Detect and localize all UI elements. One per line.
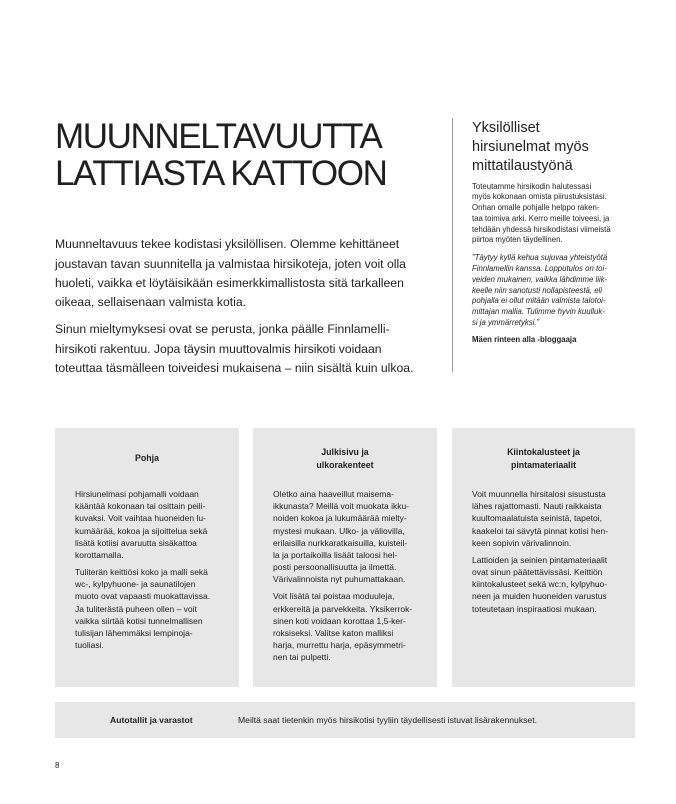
- sidebar-heading: Yksilölliset hirsiunelmat myös mittatilaustyönä: [472, 120, 589, 174]
- panel-heading: [253, 445, 437, 472]
- panel-body: [75, 488, 210, 651]
- panel-heading-text: Pohja: [135, 453, 159, 463]
- panel-paragraph: Hirsiunelmasi pohjamalli voidaan kääntää kokonaan tai osittain peili- kuvaksi. Voit vaihtaa huoneiden lu- kumäärää, kokoa ja sijoittelua sekä lisätä kotiisi avaruutta sisäkattoa korottamalla.: [75, 489, 208, 561]
- sidebar-divider: [452, 118, 453, 372]
- footer-bar-label: Autotallit ja varastot: [110, 715, 193, 725]
- sidebar-attribution: Mäen rinteen alla -bloggaaja: [472, 335, 577, 345]
- option-panel-kiintokalusteet: [452, 428, 635, 687]
- footer-bar: [55, 702, 635, 738]
- panel-body: [472, 488, 608, 615]
- footer-bar-text: Meiltä saat tietenkin myös hirsikotisi tyyliin täydellisesti istuvat lisärakennukset.: [238, 715, 537, 725]
- page-title: MUUNNELTAVUUTTA LATTIASTA KATTOON: [55, 117, 387, 193]
- intro-paragraph: Sinun mieltymyksesi ovat se perusta, jonka päälle Finnlamelli- hirsikoti rakentuu. Jopa täysin muuttovalmis hirsikoti voidaan toteuttaa täsmälleen toiveidesi mukaisena – niin sisältä kuin ulkoa.: [55, 322, 414, 376]
- panel-paragraph: Lattioiden ja seinien pintamateriaalit ovat sinun päätettävissäsi. Keittiön kiintokalusteet sekä wc:n, kylpyhuo- neen ja muiden huoneiden varustus toteutetaan inspiraatiosi mukaan.: [472, 554, 608, 614]
- panel-paragraph: Voit lisätä tai poistaa moduuleja, erkkereitä ja parvekkeita. Yksikerrok- sinen koti voidaan korottaa 1,5-ker- roksiseksi. Valitse katon malliksi harja, murrettu harja, epäsymmetri- nen tai pulpetti.: [273, 591, 413, 663]
- sidebar-quote: ”Täytyy kyllä kehua sujuvaa yhteistyötä Finnlamellin kanssa. Lopputulos on toi- veiden mukainen, vaikka lähdimme liik- keelle niin sanotusti nollapisteestä, eli pohjalla ei ollut mitään valmista talotoi- mittajan mallia. Tulimme hyvin kuulluk- si ja ymmärretyksi.”: [472, 253, 608, 328]
- panel-paragraph: Oletko aina haaveillut maisema- ikkunasta? Meillä voit muokata ikku- noiden kokoa ja lukumäärää mielty- mystesi mukaan. Ulko- ja väliovilla, erilaisilla nurkkaratkaisuilla, kuisteil- la ja portaikoilla lisäät taloosi hel- posti persoonallisuutta ja ilmettä. Värivalinnoista nyt puhumattakaan.: [273, 489, 410, 585]
- panel-body: [273, 488, 412, 664]
- intro-paragraph: Muunneltavuus tekee kodistasi yksilöllisen. Olemme kehittäneet joustavan tavan suunnitella ja valmistaa hirsikoteja, joten voit olla huoleti, vaikka et löytäisikään esimerkkimallistosta sitä tarkalleen oikeaa, sellaisenaan valmista kotia.: [55, 237, 406, 310]
- panel-paragraph: Voit muunnella hirsitalosi sisustusta lähes rajattomasti. Nauti raikkaista kuultomaalatuista seinistä, tapetoi, kaakeloi tai sävytä pinnat kotisi hen- keen sopivin värivalinnoin.: [472, 489, 609, 548]
- sidebar-text: [472, 182, 611, 347]
- option-panel-julkisivu: [253, 428, 437, 687]
- intro-text: [55, 235, 413, 378]
- panel-paragraph: Tuliterän keittiösi koko ja malli sekä wc-, kylpyhuone- ja saunatilojen muoto ovat vapaasti muokattavissa. Ja tuliterästä puheen ollen – voit vaikka siirtää kotisi tunnelmallisen tulisijan lähemmäksi lempinoja- tuoliasi.: [75, 567, 211, 651]
- panel-heading: [452, 445, 635, 472]
- panel-heading-text: Kiintokalusteet ja pintamateriaalit: [507, 446, 580, 470]
- panel-heading-text: Julkisivu ja ulkorakenteet: [316, 446, 374, 470]
- panel-heading: [55, 445, 239, 472]
- sidebar-body: Toteutamme hirsikodin halutessasi myös kokonaan omista piirustuksistasi. Onhan omalle pohjalle helppo raken- taa toimiva arki. Kerro meille toiveesi, ja tehdään yhdessä hirsikodistasi viimeistä piirtoa myöten täydellinen.: [472, 181, 611, 245]
- option-panel-pohja: [55, 428, 239, 687]
- page-number: 8: [55, 761, 60, 770]
